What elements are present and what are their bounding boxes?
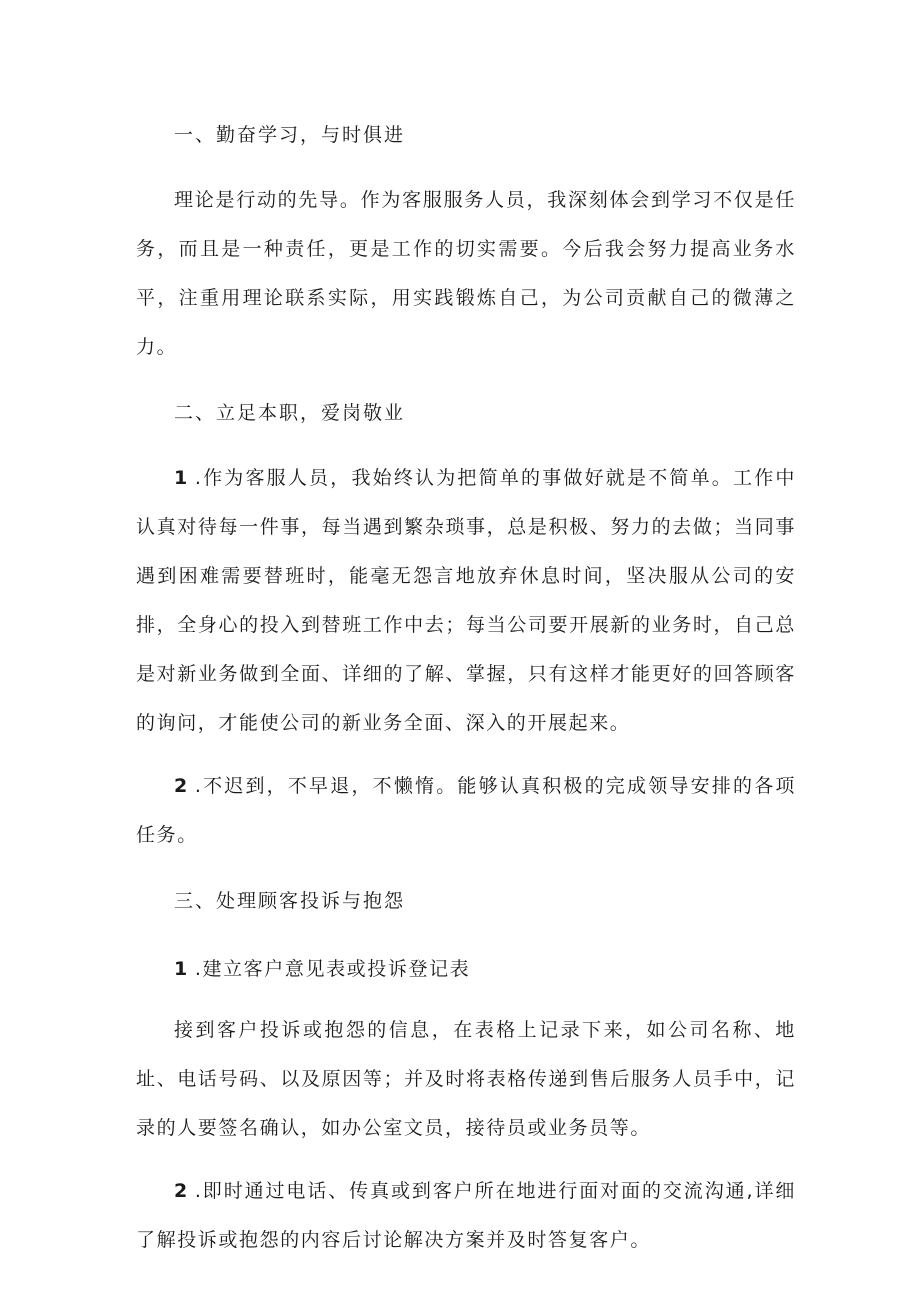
section-heading-1: 一、勤奋学习，与时俱进 [174, 124, 406, 146]
section-heading-2: 二、立足本职，爱岗敬业 [174, 402, 406, 424]
item-number: 1 [174, 467, 189, 489]
item-text: .建立客户意见表或投诉登记表 [194, 958, 471, 980]
item-number: 2 [174, 1180, 189, 1202]
section-3-item-1-title [136, 942, 796, 996]
document-body [136, 108, 796, 1279]
section-3-item-1-paragraph: 接到客户投诉或抱怨的信息，在表格上记录下来，如公司名称、地址、电话号码、以及原因等；并及时将表格传递到售后服务人员手中，记录的人要签名确认，如办公室文员，接待员或业务员等。 [136, 1019, 796, 1139]
section-3-item-2 [136, 1167, 796, 1265]
item-text: .即时通过电话、传真或到客户所在地进行面对面的交流沟通,详细了解投诉或抱怨的内容后讨论解决方案并及时答复客户。 [136, 1180, 796, 1251]
item-number: 1 [174, 958, 189, 980]
section-2-item-2 [136, 762, 796, 860]
section-2-item-1 [136, 454, 796, 748]
item-text: .不迟到，不早退，不懒惰。能够认真积极的完成领导安排的各项任务。 [136, 775, 796, 846]
item-number: 2 [174, 775, 189, 797]
item-text: .作为客服人员，我始终认为把简单的事做好就是不简单。工作中认真对待每一件事，每当遇到繁杂琐事，总是积极、努力的去做；当同事遇到困难需要替班时，能毫无怨言地放弃休息时间，坚决服从公司的安排，全身心的投入到替班工作中去；每当公司要开展新的业务时，自己总是对新业务做到全面、详细的了解、掌握，只有这样才能更好的回答顾客的询问，才能使公司的新业务全面、深入的开展起来。 [136, 467, 796, 734]
section-1-paragraph: 理论是行动的先导。作为客服服务人员，我深刻体会到学习不仅是任务，而且是一种责任，更是工作的切实需要。今后我会努力提高业务水平，注重用理论联系实际，用实践锻炼自己，为公司贡献自己的微薄之力。 [136, 189, 796, 358]
section-heading-3: 三、处理顾客投诉与抱怨 [174, 890, 406, 912]
